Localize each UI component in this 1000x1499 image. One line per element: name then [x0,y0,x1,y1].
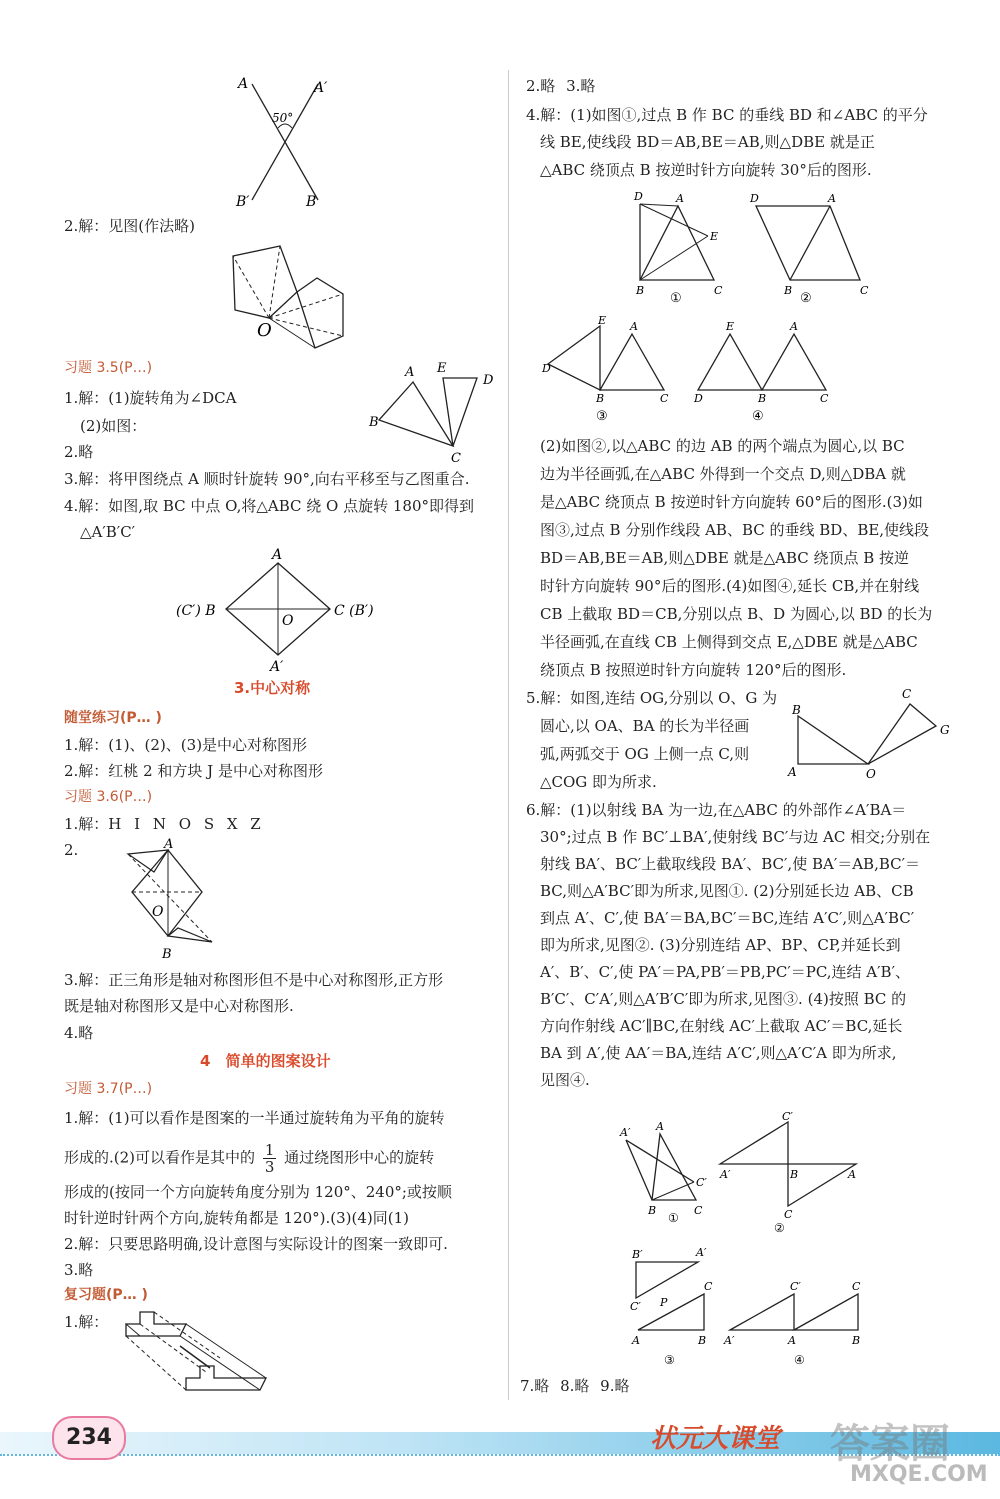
svg-text:A: A [405,365,415,380]
ex35-3: 3.解：将甲图绕点 A 顺时针旋转 90°,向右平移至与乙图重合. [64,470,470,488]
r5-line3: 弧,两弧交于 OG 上侧一点 C,则 [540,745,750,763]
ex35-1b: (2)如图： [80,417,147,435]
svg-text:(C′) B: (C′) B [176,603,216,619]
svg-text:A′: A′ [724,1334,735,1347]
svg-text:A′: A′ [270,659,284,675]
title-pattern-design: 4 简单的图案设计 [200,1052,331,1070]
fig4-panels [530,186,890,426]
r4-line12: 绕顶点 B 按照逆时针方向旋转 120°后的图形. [540,661,847,679]
svg-text:B: B [792,703,801,717]
svg-text:E: E [726,320,735,333]
r4-line11: 半径画弧,在直线 CB 上侧得到交点 E,△DBE 就是△ABC [540,633,918,651]
angle-figure [230,72,340,212]
svg-text:C: C [902,687,912,701]
title-central-symmetry: 3.中心对称 [234,679,311,697]
svg-text:C: C [852,1280,861,1293]
svg-text:④: ④ [794,1353,805,1367]
label-Bp: B′ [236,194,250,210]
ex35-2: 2.略 [64,443,94,461]
prism-figure [120,1306,270,1396]
svg-text:A: A [848,1168,856,1181]
svg-text:B: B [784,284,793,297]
svg-text:G: G [940,723,950,737]
svg-text:B: B [636,284,645,297]
svg-text:O: O [152,904,164,920]
svg-text:A: A [272,547,283,563]
svg-text:C: C [451,451,461,465]
section-classwork: 随堂练习(P… ) [64,710,162,726]
item-2: 2.解：见图(作法略) [64,217,196,235]
svg-text:D: D [694,392,703,405]
r6-line2: 30°;过点 B 作 BC′⊥BA′,使射线 BC′与边 AC 相交;分别在 [540,828,931,846]
svg-text:C (B′): C (B′) [334,603,374,619]
svg-text:C: C [714,284,723,297]
svg-text:D: D [634,190,643,203]
svg-text:B: B [596,392,605,405]
r6-line1: 6.解：(1)以射线 BA 为一边,在△ABC 的外部作∠A′BA＝ [526,801,907,819]
brand-logo: 状元大课堂 [650,1424,781,1454]
fig4-panel-3 [541,314,669,424]
pentagon-figure [225,240,355,350]
r6-line3: 射线 BA′、BC′上截取线段 BA′、BC′,使 BA′＝AB,BC′＝ [540,855,921,873]
svg-text:A: A [790,320,798,333]
fig4-panel-2 [749,192,869,306]
svg-text:C: C [860,284,869,297]
r4-line7: 图③,过点 B 分别作线段 AB、BC 的垂线 BD、BE,使线段 [540,521,930,539]
r4-line4: (2)如图②,以△ABC 的边 AB 的两个端点为圆心,以 BC [540,437,905,455]
svg-text:A′: A′ [720,1168,731,1181]
fig5 [784,682,964,782]
fig4-panel-4 [693,320,829,424]
svg-text:C: C [694,1204,703,1217]
svg-text:C′: C′ [696,1176,707,1189]
ex37-2: 2.解：只要思路明确,设计意图与实际设计的图案一致即可. [64,1235,448,1253]
ex35-4b: △A′B′C′ [80,523,136,541]
r4-line5: 边为半径画弧,在△ABC 外得到一个交点 D,则△DBA 就 [540,465,906,483]
r5-line2: 圆心,以 OA、BA 的长为半径画 [540,717,750,735]
r4-line6: 是△ABC 绕顶点 B 按逆时针方向旋转 60°后的图形.(3)如 [540,493,923,511]
svg-text:A: A [630,320,638,333]
svg-text:O: O [282,613,294,629]
svg-text:E: E [437,361,447,376]
section-review: 复习题(P… ) [64,1287,148,1303]
ex36-2: 2. [64,841,79,859]
svg-text:B: B [648,1204,657,1217]
ex36-3: 3.解：正三角形是轴对称图形但不是中心对称图形,正方形 [64,971,444,989]
svg-text:D: D [483,373,494,388]
watermark-logo: 答案圈 [830,1421,950,1467]
ex37-1b: 形成的.(2)可以看作是其中的 $\frac{1}{3}$ 通过绕图形中心的旋转 [64,1141,435,1176]
svg-text:①: ① [670,291,682,306]
svg-text:B: B [790,1168,799,1181]
column-divider [508,70,509,1400]
svg-text:A′: A′ [620,1126,631,1139]
fig6-panel-4 [723,1280,861,1367]
r4-line2: 线 BE,使线段 BD＝AB,BE＝AB,则△DBE 就是正 [540,133,875,151]
label-Ap: A′ [314,80,328,96]
svg-text:C′: C′ [782,1110,793,1123]
ex37-3: 3.略 [64,1261,94,1279]
ex37-1d: 时针逆时针两个方向,旋转角都是 120°).(3)(4)同(1) [64,1209,410,1227]
r4-line9: 时针方向旋转 90°后的图形.(4)如图④,延长 CB,并在射线 [540,577,920,595]
label-A: A [238,76,249,92]
svg-text:②: ② [800,291,812,306]
section-3-6: 习题 3.6(P…) [64,789,153,805]
svg-text:E: E [710,230,719,243]
ex36-1: 1.解：H I N O S X Z [64,815,261,833]
watermark-site: MXQE.COM [850,1462,988,1487]
ex36-4: 4.略 [64,1024,94,1042]
svg-text:B: B [369,415,379,430]
r5-line4: △COG 即为所求. [540,773,657,791]
svg-text:C: C [660,392,669,405]
ex35-4: 4.解：如图,取 BC 中点 O,将△ABC 绕 O 点旋转 180°即得到 [64,497,474,515]
ct-1: 1.解：(1)、(2)、(3)是中心对称图形 [64,736,308,754]
r4-line8: BD＝AB,BE＝AB,则△DBE 就是△ABC 绕顶点 B 按逆 [540,549,910,567]
svg-text:A: A [656,1120,664,1133]
svg-text:A: A [788,1334,796,1347]
r4-line10: CB 上截取 BD＝CB,分别以点 B、D 为圆心,以 BD 的长为 [540,605,933,623]
r4-line3: △ABC 绕顶点 B 按逆时针方向旋转 30°后的图形. [540,161,872,179]
r6-line10: BA 到 A′,使 AA′＝BA,连结 A′C′,则△A′C′A 即为所求, [540,1044,897,1062]
svg-text:B: B [162,947,172,962]
section-3-7: 习题 3.7(P…) [64,1081,153,1097]
svg-text:C: C [820,392,829,405]
svg-text:A: A [164,837,174,852]
svg-text:A: A [632,1334,640,1347]
label-O: O [257,320,272,341]
r-items-23: 2.略 3.略 [526,77,596,95]
r4-line1: 4.解：(1)如图①,过点 B 作 BC 的垂线 BD 和∠ABC 的平分 [526,106,928,124]
svg-text:B: B [698,1334,707,1347]
fig6-panel-3 [630,1246,713,1367]
svg-text:C: C [784,1208,793,1221]
svg-text:C′: C′ [630,1300,641,1313]
svg-text:E: E [598,314,607,327]
svg-text:B: B [852,1334,861,1347]
svg-text:A′: A′ [696,1246,707,1259]
svg-text:③: ③ [664,1353,675,1367]
svg-text:O: O [866,767,876,781]
triangle-figure [365,360,505,465]
svg-text:A: A [676,192,684,205]
section-3-5: 习题 3.5(P…) [64,360,153,376]
square-figure [120,836,230,962]
r6-line11: 见图④. [540,1071,590,1089]
svg-text:②: ② [774,1221,785,1235]
ex37-1c: 形成的(按同一个方向旋转角度分别为 120°、240°;或按顺 [64,1183,452,1201]
r6-line6: 即为所求,见图②. (3)分别连结 AP、BP、CP,并延长到 [540,936,901,954]
rhombus-figure [172,545,392,675]
svg-text:③: ③ [596,409,608,424]
ex37-1: 1.解：(1)可以看作是图案的一半通过旋转角为平角的旋转 [64,1109,445,1127]
svg-text:B: B [758,392,767,405]
r6-line5: 到点 A′、C′,使 BA′＝BA,BC′＝BC,连结 A′C′,则△A′BC′ [540,909,915,927]
svg-text:P: P [660,1296,668,1309]
svg-text:D: D [542,362,551,375]
svg-text:C′: C′ [790,1280,801,1293]
r6-line7: A′、B′、C′,使 PA′＝PA,PB′＝PB,PC′＝PC,连结 A′B′、 [540,963,910,981]
svg-text:①: ① [668,1211,679,1225]
fig6-panels [612,1108,872,1378]
ct-2: 2.解：红桃 2 和方块 J 是中心对称图形 [64,762,323,780]
svg-text:B′: B′ [632,1248,643,1261]
svg-text:④: ④ [752,409,764,424]
page-number: 234 [52,1416,126,1460]
label-angle: 50° [272,111,294,125]
ex36-3b: 既是轴对称图形又是中心对称图形. [64,997,294,1015]
r-items-789: 7.略 8.略 9.略 [520,1377,630,1395]
rev-1: 1.解： [64,1313,109,1331]
svg-text:D: D [750,192,759,205]
fig6-panel-1 [619,1120,707,1225]
svg-text:A: A [828,192,836,205]
ex35-1: 1.解：(1)旋转角为∠DCA [64,389,237,407]
fig6-panel-2 [719,1110,856,1235]
svg-text:A: A [788,765,797,779]
fig4-panel-1 [633,190,723,306]
r6-line9: 方向作射线 AC′∥BC,在射线 AC′上截取 AC′＝BC,延长 [540,1017,903,1035]
label-B: B [306,194,317,210]
r6-line4: BC,则△A′BC′即为所求,见图①. (2)分别延长边 AB、CB [540,882,914,900]
svg-text:C: C [704,1280,713,1293]
r6-line8: B′C′、C′A′,则△A′B′C′即为所求,见图③. (4)按照 BC 的 [540,990,907,1008]
r5-line1: 5.解：如图,连结 OG,分别以 O、G 为 [526,689,778,707]
